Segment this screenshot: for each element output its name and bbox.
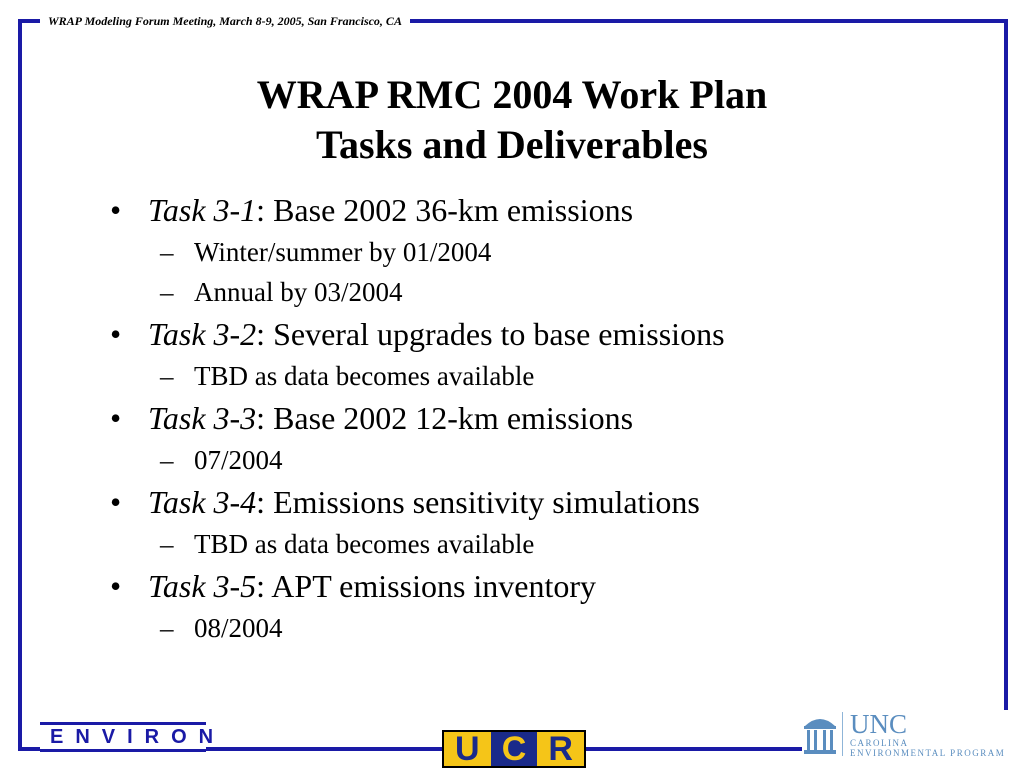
task-name: Task 3-5 (148, 568, 257, 604)
task-name: Task 3-2 (148, 316, 257, 352)
task-sub-item (110, 274, 910, 314)
ucr-logo-letter-u: U (444, 732, 491, 766)
bullet-mark: • (110, 316, 122, 352)
task-sub-text: Annual by 03/2004 (194, 277, 403, 307)
task-item (110, 398, 910, 442)
dash-mark: – (160, 277, 174, 307)
task-list (110, 190, 910, 650)
dash-mark: – (160, 237, 174, 267)
ucr-logo (442, 730, 586, 768)
task-item (110, 482, 910, 526)
task-item (110, 190, 910, 234)
task-sub-text: 07/2004 (194, 445, 283, 475)
bullet-mark: • (110, 484, 122, 520)
unc-logo (802, 710, 1008, 758)
task-desc: : Emissions sensitivity simulations (256, 484, 700, 520)
task-sub-text: Winter/summer by 01/2004 (194, 237, 492, 267)
task-item (110, 314, 910, 358)
meeting-header: WRAP Modeling Forum Meeting, March 8-9, 2005, San Francisco, CA (40, 11, 410, 31)
task-sub-text: TBD as data becomes available (194, 361, 535, 391)
task-name: Task 3-3 (148, 400, 257, 436)
dash-mark: – (160, 613, 174, 643)
bullet-mark: • (110, 400, 122, 436)
unc-wordmark (850, 710, 1005, 758)
task-sub-item (110, 234, 910, 274)
bullet-mark: • (110, 192, 122, 228)
dash-mark: – (160, 361, 174, 391)
bullet-mark: • (110, 568, 122, 604)
task-sub-text: 08/2004 (194, 613, 283, 643)
task-sub-item (110, 358, 910, 398)
ucr-logo-letter-r: R (537, 732, 584, 766)
title-line-1: WRAP RMC 2004 Work Plan (256, 72, 768, 117)
task-sub-item (110, 610, 910, 650)
task-desc: : Several upgrades to base emissions (256, 316, 725, 352)
unc-divider (842, 712, 843, 756)
task-sub-item (110, 442, 910, 482)
title-line-2: Tasks and Deliverables (316, 122, 708, 167)
task-desc: : APT emissions inventory (256, 568, 597, 604)
unc-subtext-1: CAROLINA (850, 738, 909, 748)
dash-mark: – (160, 529, 174, 559)
task-desc: : Base 2002 36-km emissions (256, 192, 634, 228)
slide-title (0, 70, 1024, 170)
unc-subtext-2: ENVIRONMENTAL PROGRAM (850, 748, 1006, 758)
task-item (110, 566, 910, 610)
environ-logo: ENVIRON (40, 722, 206, 752)
task-desc: : Base 2002 12-km emissions (256, 400, 634, 436)
ucr-logo-letter-c: C (491, 732, 538, 766)
unc-main-text: UNC (850, 709, 908, 739)
dash-mark: – (160, 445, 174, 475)
task-name: Task 3-1 (148, 192, 257, 228)
task-name: Task 3-4 (148, 484, 257, 520)
task-sub-text: TBD as data becomes available (194, 529, 535, 559)
task-sub-item (110, 526, 910, 566)
old-well-icon (802, 712, 838, 756)
